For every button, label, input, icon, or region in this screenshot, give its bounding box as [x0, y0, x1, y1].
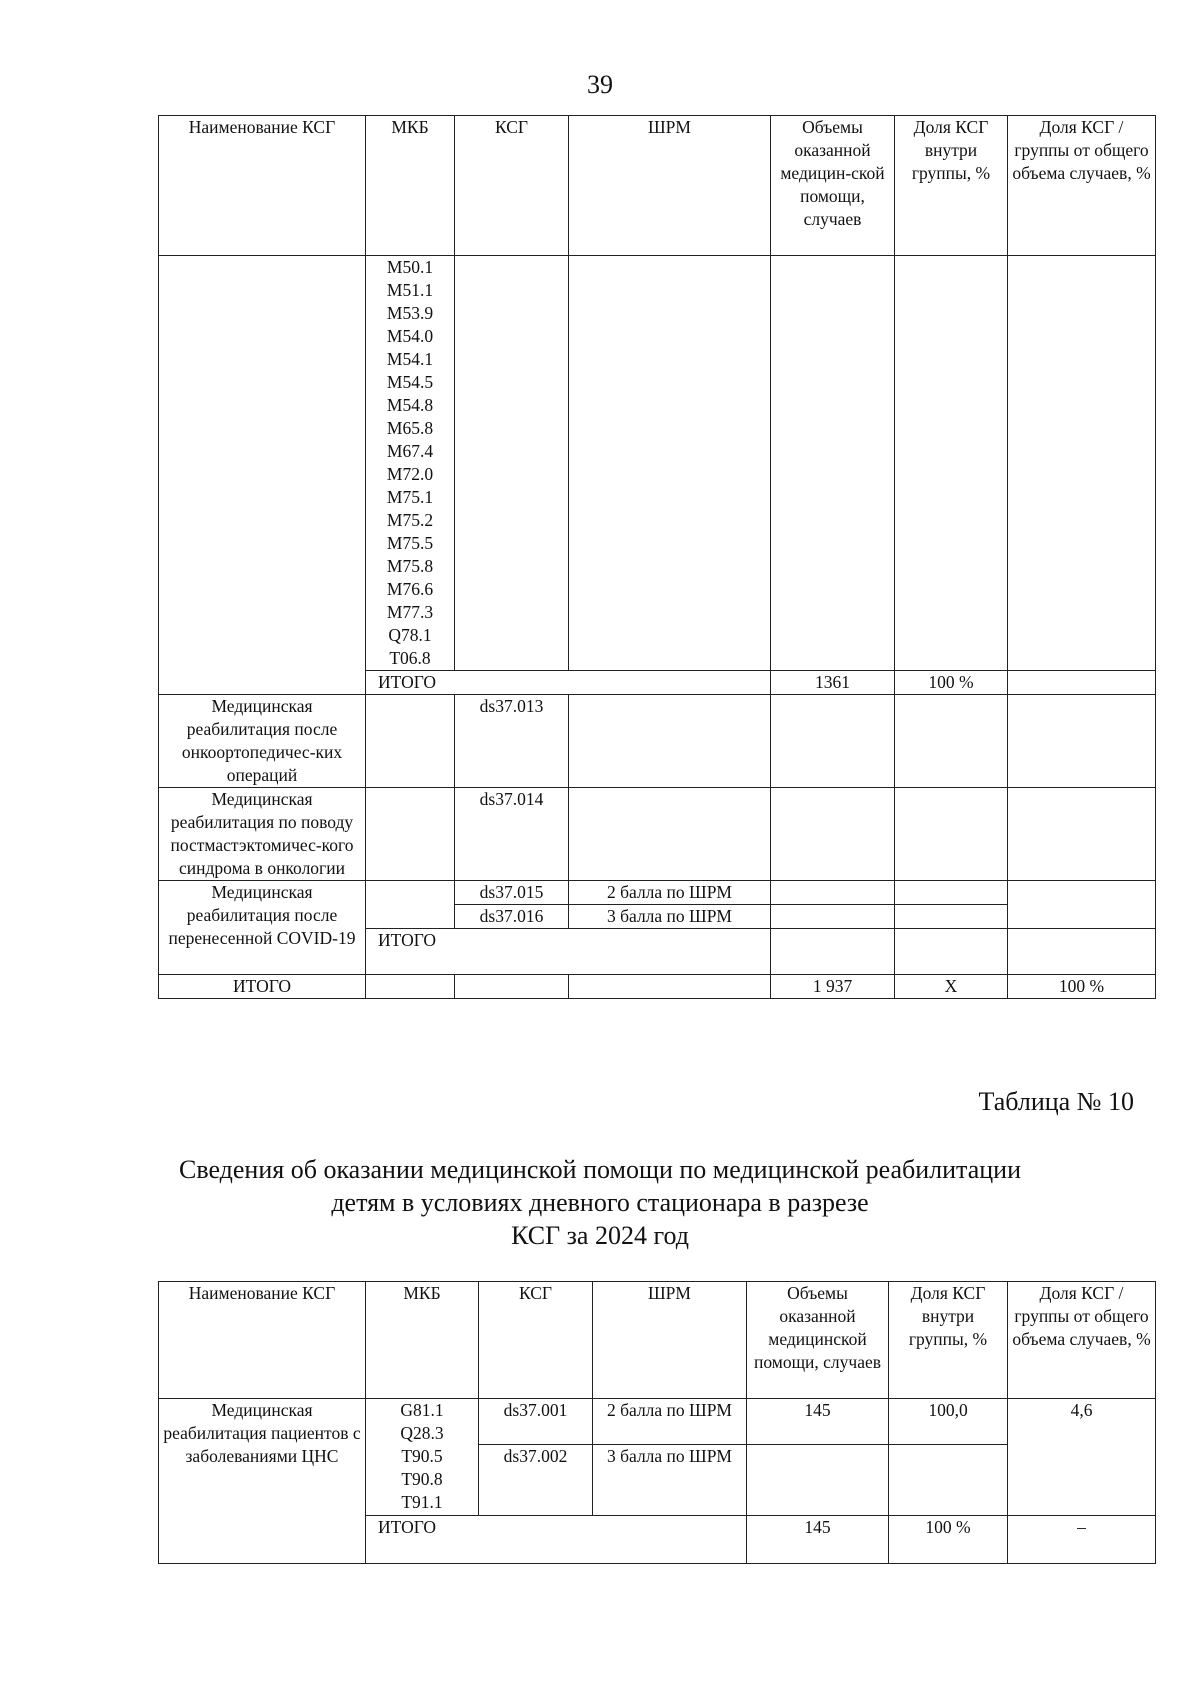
itogo-volume: 145: [747, 1516, 889, 1564]
header-name: Наименование КСГ: [159, 1282, 366, 1399]
mkb-code: M51.1: [386, 280, 434, 300]
volume-cell-empty: [771, 695, 895, 788]
itogo-share-total: [1008, 671, 1156, 695]
share-cell-empty: [895, 881, 1008, 905]
header-shrm: ШРМ: [569, 116, 771, 256]
volume-value: 145: [747, 1399, 889, 1445]
total-share-total: 100 %: [1008, 975, 1156, 999]
mkb-code: M53.9: [386, 303, 434, 323]
volume-cell-empty: [771, 788, 895, 881]
mkb-cell-empty: [366, 695, 455, 788]
mkb-cell-empty: [366, 881, 455, 929]
shrm-cell-empty: [569, 975, 771, 999]
share-total-cell-empty: [1008, 929, 1156, 975]
volume-value: [747, 1445, 889, 1516]
header-volume: Объемы оказанной медицинской помощи, случаев: [747, 1282, 889, 1399]
ksg-name: Медицинская реабилитация по поводу постмастэктомичес-кого синдрома в онкологии: [159, 788, 366, 881]
itogo-share-in-group: 100 %: [889, 1516, 1008, 1564]
share-cell-empty: [895, 695, 1008, 788]
table-row: [159, 788, 1156, 881]
ksg-table-children: [158, 1281, 1156, 1564]
share-cell-empty: [895, 256, 1008, 671]
share-in-group-value: 100,0: [889, 1399, 1008, 1445]
header-shrm: ШРМ: [593, 1282, 747, 1399]
itogo-label: ИТОГО: [366, 929, 771, 975]
total-row: [159, 975, 1156, 999]
ksg-name: Медицинская реабилитация после перенесенной COVID-19: [159, 881, 366, 975]
header-share-in-group: Доля КСГ внутри группы, %: [895, 116, 1008, 256]
header-ksg: КСГ: [479, 1282, 593, 1399]
table-caption: Таблица № 10: [978, 1087, 1134, 1116]
share-total-cell-empty: [1008, 788, 1156, 881]
ksg-name: Медицинская реабилитация после онкоортопедичес-ких операций: [159, 695, 366, 788]
shrm-cell-empty: [569, 788, 771, 881]
mkb-code: M75.1: [386, 487, 434, 507]
ksg-code: ds37.002: [479, 1445, 593, 1516]
mkb-code: M75.5: [386, 533, 434, 553]
header-name: Наименование КСГ: [159, 116, 366, 256]
itogo-label: ИТОГО: [366, 671, 771, 695]
mkb-code: M50.1: [386, 257, 434, 277]
mkb-code: M75.8: [386, 556, 434, 576]
header-ksg: КСГ: [455, 116, 569, 256]
ksg-code: ds37.015: [455, 881, 569, 905]
page-number: 39: [587, 70, 613, 99]
mkb-code: M54.1: [386, 349, 434, 369]
mkb-code: T90.8: [401, 1469, 443, 1489]
section-title: [150, 1153, 1050, 1252]
header-share-in-group: Доля КСГ внутри группы, %: [889, 1282, 1008, 1399]
mkb-cell-empty: [366, 975, 455, 999]
shrm-cell-empty: [569, 256, 771, 671]
mkb-code-list: [366, 256, 455, 671]
shrm-value: 3 балла по ШРМ: [569, 905, 771, 929]
share-total-cell-empty: [1008, 881, 1156, 929]
header-mkb: МКБ: [366, 1282, 479, 1399]
mkb-code: M75.2: [386, 510, 434, 530]
table-header-row: [159, 1282, 1156, 1399]
share-total-value: 4,6: [1008, 1399, 1156, 1516]
mkb-code: G81.1: [400, 1400, 444, 1420]
header-share-total: Доля КСГ / группы от общего объема случаев, %: [1008, 1282, 1156, 1399]
shrm-cell-empty: [569, 695, 771, 788]
mkb-code: M54.5: [386, 372, 434, 392]
mkb-code: M77.3: [386, 602, 434, 622]
mkb-code-list: [366, 1399, 479, 1516]
ksg-name: Медицинская реабилитация пациентов с заболеваниями ЦНС: [159, 1399, 366, 1564]
share-total-cell-empty: [1008, 256, 1156, 671]
ksg-table-continued: [158, 115, 1156, 999]
section-title-line: КСГ за 2024 год: [511, 1221, 689, 1250]
share-in-group-value: [889, 1445, 1008, 1516]
itogo-volume: 1361: [771, 671, 895, 695]
total-label: ИТОГО: [159, 975, 366, 999]
mkb-code: Q78.1: [388, 625, 432, 645]
ksg-cell-empty: [455, 975, 569, 999]
header-volume: Объемы оказанной медицин-ской помощи, случаев: [771, 116, 895, 256]
ksg-code: ds37.001: [479, 1399, 593, 1445]
table-row: [159, 881, 1156, 905]
mkb-code: Q28.3: [400, 1423, 444, 1443]
name-cell-empty: [159, 256, 366, 695]
mkb-cell-empty: [366, 788, 455, 881]
volume-cell-empty: [771, 881, 895, 905]
mkb-code: T91.1: [401, 1492, 443, 1512]
mkb-code: M54.0: [386, 326, 434, 346]
total-volume: 1 937: [771, 975, 895, 999]
total-share-in-group: Х: [895, 975, 1008, 999]
ksg-code: ds37.016: [455, 905, 569, 929]
mkb-code: T90.5: [401, 1446, 443, 1466]
mkb-code: M72.0: [386, 464, 434, 484]
section-title-line: Сведения об оказании медицинской помощи по медицинской реабилитации: [179, 1155, 1021, 1184]
header-mkb: МКБ: [366, 116, 455, 256]
share-total-cell-empty: [1008, 695, 1156, 788]
mkb-code: M65.8: [386, 418, 434, 438]
section-title-line: детям в условиях дневного стационара в разрезе: [331, 1188, 869, 1217]
table-row: [159, 256, 1156, 671]
shrm-value: 2 балла по ШРМ: [593, 1399, 747, 1445]
table-row: [159, 1399, 1156, 1445]
ksg-code: ds37.013: [455, 695, 569, 788]
mkb-code: M54.8: [386, 395, 434, 415]
shrm-value: 2 балла по ШРМ: [569, 881, 771, 905]
table-header-row: [159, 116, 1156, 256]
mkb-code: M67.4: [386, 441, 434, 461]
itogo-share-in-group: 100 %: [895, 671, 1008, 695]
share-cell-empty: [895, 788, 1008, 881]
itogo-share-total: –: [1008, 1516, 1156, 1564]
table-row: [159, 695, 1156, 788]
volume-cell-empty: [771, 256, 895, 671]
share-cell-empty: [895, 905, 1008, 929]
volume-cell-empty: [771, 905, 895, 929]
itogo-label: ИТОГО: [366, 1516, 747, 1564]
ksg-code: ds37.014: [455, 788, 569, 881]
ksg-cell-empty: [455, 256, 569, 671]
shrm-value: 3 балла по ШРМ: [593, 1445, 747, 1516]
header-share-total: Доля КСГ / группы от общего объема случаев, %: [1008, 116, 1156, 256]
mkb-code: T06.8: [389, 648, 431, 668]
volume-cell-empty: [771, 929, 895, 975]
share-cell-empty: [895, 929, 1008, 975]
mkb-code: M76.6: [386, 579, 434, 599]
